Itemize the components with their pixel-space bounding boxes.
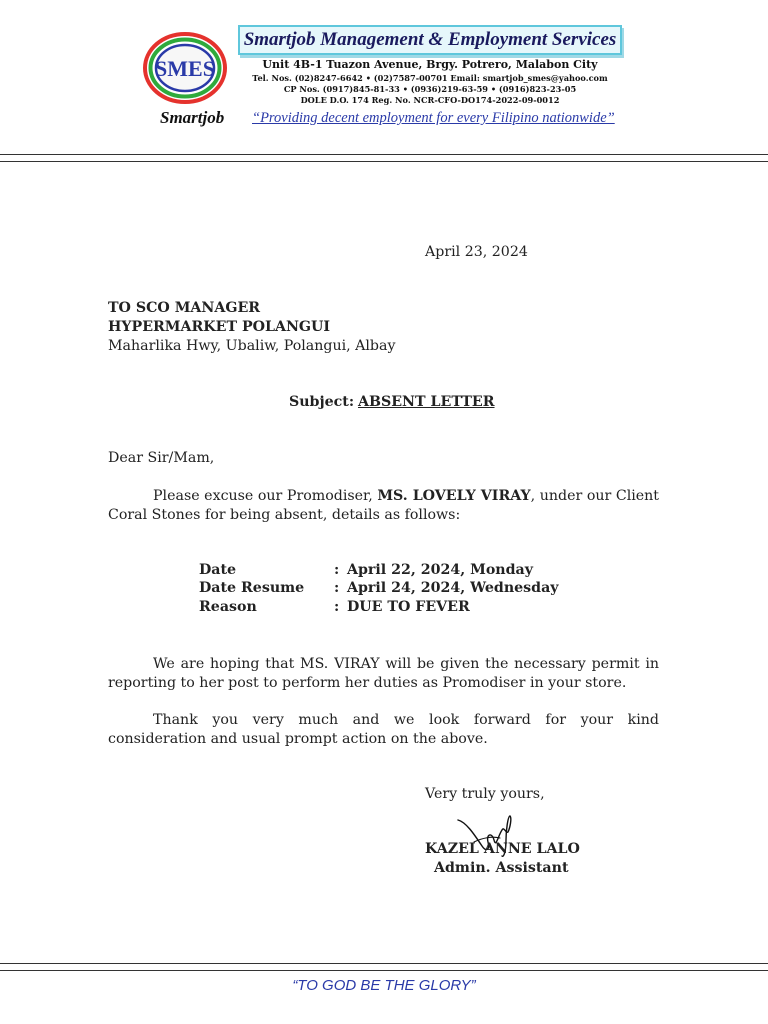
detail-label-resume: Date Resume bbox=[199, 580, 305, 596]
detail-label-date: Date bbox=[199, 562, 237, 578]
body-paragraph-2 bbox=[108, 655, 659, 693]
detail-label-reason: Reason bbox=[199, 599, 257, 615]
recipient-address: Maharlika Hwy, Ubaliw, Polangui, Albay bbox=[108, 338, 396, 354]
p1-before: Please excuse our Promodiser, bbox=[153, 488, 378, 504]
company-cp-numbers: CP Nos. (0917)845-81-33 • (0936)219-63-59 • (0916)823-23-05 bbox=[283, 84, 577, 94]
footer-motto: “TO GOD BE THE GLORY” bbox=[292, 977, 476, 994]
detail-value-date: April 22, 2024, Monday bbox=[347, 562, 533, 578]
header-divider bbox=[0, 154, 768, 162]
logo-text: SMES bbox=[155, 56, 215, 81]
detail-value-reason: DUE TO FEVER bbox=[347, 599, 470, 615]
closing: Very truly yours, bbox=[425, 786, 545, 802]
body-paragraph-3 bbox=[108, 711, 659, 749]
company-name-banner bbox=[238, 25, 622, 55]
recipient-line-2: HYPERMARKET POLANGUI bbox=[108, 319, 331, 335]
body-paragraph-1 bbox=[108, 487, 659, 525]
promodiser-name: MS. LOVELY VIRAY bbox=[377, 488, 531, 504]
detail-colon: : bbox=[334, 599, 340, 615]
p2-text: We are hoping that MS. VIRAY will be given the necessary permit in reporting to her post to perform her duties as Promodiser in your store. bbox=[108, 656, 659, 691]
company-logo bbox=[143, 32, 227, 104]
letter-date: April 23, 2024 bbox=[425, 244, 528, 260]
signatory-name: KAZEL ANNE LALO bbox=[425, 841, 580, 857]
company-tel-email: Tel. Nos. (02)8247-6642 • (02)7587-00701 Email: smartjob_smes@yahoo.com bbox=[252, 73, 608, 83]
company-tagline: “Providing decent employment for every Filipino nationwide” bbox=[252, 110, 615, 126]
recipient-line-1: TO SCO MANAGER bbox=[108, 300, 261, 316]
p3-text: Thank you very much and we look forward for your kind consideration and usual prompt action on the above. bbox=[108, 712, 659, 747]
company-dole-registration: DOLE D.O. 174 Reg. No. NCR-CFO-DO174-2022-09-0012 bbox=[300, 95, 560, 105]
salutation: Dear Sir/Mam, bbox=[108, 450, 215, 466]
company-name: Smartjob Management & Employment Services bbox=[243, 29, 617, 50]
detail-colon: : bbox=[334, 562, 340, 578]
subject-value: ABSENT LETTER bbox=[358, 394, 495, 410]
subject-label: Subject: bbox=[289, 394, 355, 410]
detail-value-resume: April 24, 2024, Wednesday bbox=[347, 580, 559, 596]
signatory-title: Admin. Assistant bbox=[434, 860, 569, 876]
company-address: Unit 4B-1 Tuazon Avenue, Brgy. Potrero, Malabon City bbox=[262, 58, 598, 71]
p1-after: , under our Client Coral Stones for being absent, details as follows: bbox=[108, 488, 660, 523]
footer-divider bbox=[0, 963, 768, 971]
logo-caption: Smartjob bbox=[160, 108, 225, 127]
detail-colon: : bbox=[334, 580, 340, 596]
